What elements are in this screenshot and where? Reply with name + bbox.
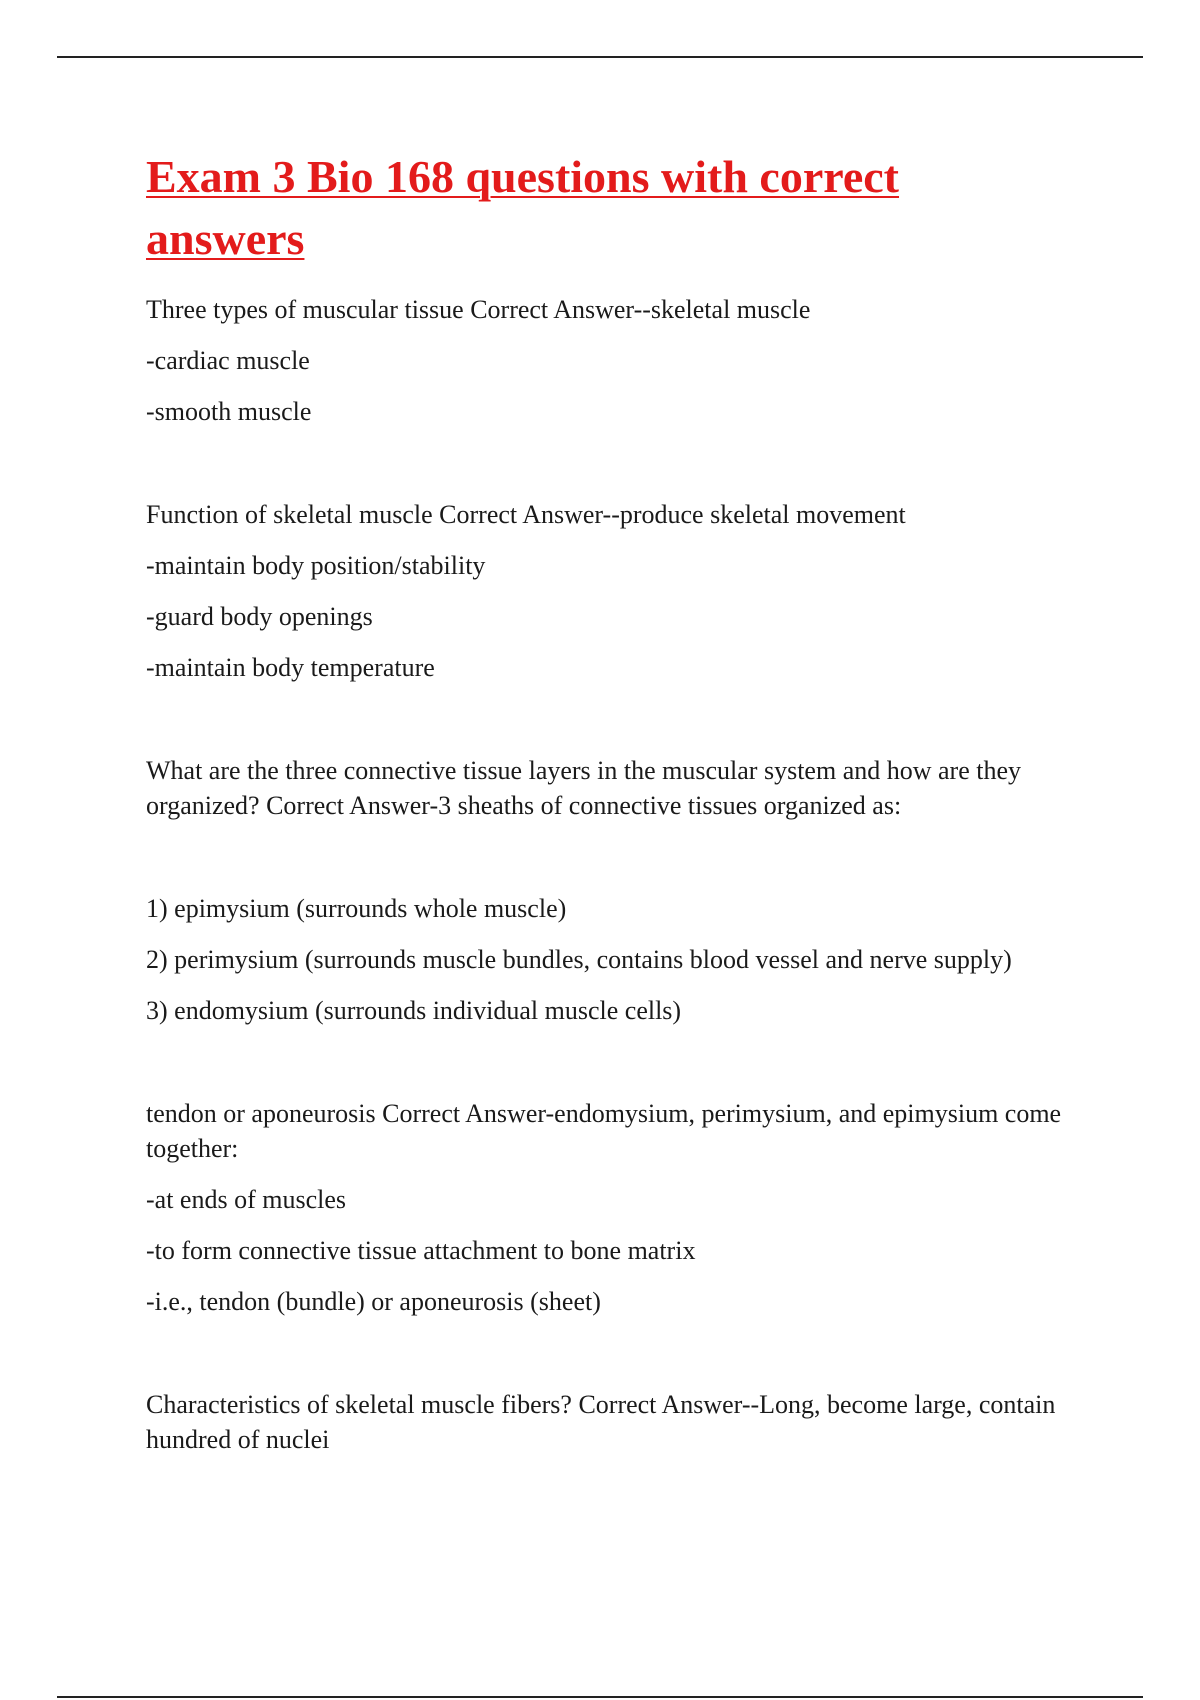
answer-line-2-2: -guard body openings bbox=[146, 602, 373, 631]
answer-line-4-2: -to form connective tissue attachment to bone matrix bbox=[146, 1236, 696, 1265]
document-title: Exam 3 Bio 168 questions with correct answers bbox=[146, 151, 900, 264]
answer-line-1-1: -cardiac muscle bbox=[146, 346, 310, 375]
answer-line-4-3: -i.e., tendon (bundle) or aponeurosis (sheet) bbox=[146, 1287, 601, 1316]
qa-item-2 bbox=[146, 497, 1096, 685]
qa-item-3 bbox=[146, 753, 1096, 1028]
question-4: tendon or aponeurosis Correct Answer-endomysium, perimysium, and epimysium come together: bbox=[146, 1099, 1062, 1163]
answer-line-4-1: -at ends of muscles bbox=[146, 1185, 347, 1214]
document-body bbox=[146, 146, 1096, 1457]
qa-item-1 bbox=[146, 292, 1096, 429]
answer-line-3-3: 3) endomysium (surrounds individual muscle cells) bbox=[146, 996, 682, 1025]
qa-item-5 bbox=[146, 1387, 1096, 1457]
question-5: Characteristics of skeletal muscle fibers? Correct Answer--Long, become large, contain hundred of nuclei bbox=[146, 1390, 1056, 1454]
top-rule bbox=[57, 56, 1143, 58]
answer-line-3-1: 1) epimysium (surrounds whole muscle) bbox=[146, 894, 567, 923]
question-2: Function of skeletal muscle Correct Answer--produce skeletal movement bbox=[146, 500, 906, 529]
question-1: Three types of muscular tissue Correct Answer--skeletal muscle bbox=[146, 295, 811, 324]
answer-line-3-2: 2) perimysium (surrounds muscle bundles, contains blood vessel and nerve supply) bbox=[146, 945, 1012, 974]
answer-line-2-1: -maintain body position/stability bbox=[146, 551, 486, 580]
question-3: What are the three connective tissue layers in the muscular system and how are they organized? Correct Answer-3 sheaths of connective tissues organized as: bbox=[146, 756, 1022, 820]
bottom-rule bbox=[57, 1696, 1143, 1698]
answer-line-2-3: -maintain body temperature bbox=[146, 653, 435, 682]
answer-line-1-2: -smooth muscle bbox=[146, 397, 312, 426]
qa-item-4 bbox=[146, 1096, 1096, 1319]
